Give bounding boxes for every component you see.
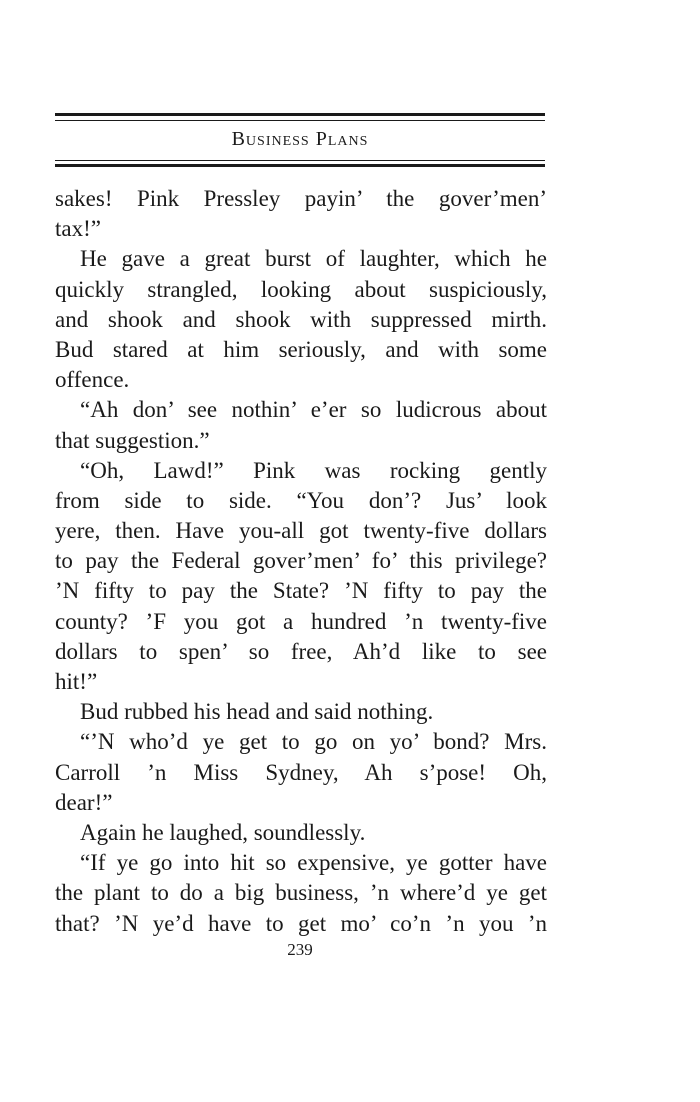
- text-line: to pay the Federal gover’men’ fo’ this privilege?: [55, 548, 547, 574]
- body-text: [55, 184, 547, 939]
- text-line: “If ye go into hit so expensive, ye gotter have: [80, 850, 547, 876]
- text-line: tax!”: [55, 216, 101, 242]
- text-line: dear!”: [55, 789, 113, 815]
- text-line: that? ’N ye’d have to get mo’ co’n ’n you ’n: [55, 910, 547, 936]
- header-rule-bottom-thick: [55, 164, 545, 167]
- text-line: hit!”: [55, 669, 98, 694]
- text-line: quickly strangled, looking about suspiciously,: [55, 276, 547, 302]
- header-rule-top-thin: [55, 120, 545, 121]
- text-line: “’N who’d ye get to go on yo’ bond? Mrs.: [80, 729, 547, 755]
- text-line: that suggestion.”: [55, 427, 210, 453]
- text-line: “Ah don’ see nothin’ e’er so ludicrous about: [80, 397, 547, 423]
- text-line: from side to side. “You don’? Jus’ look: [55, 487, 547, 513]
- text-line: yere, then. Have you-all got twenty-five dollars: [55, 518, 547, 544]
- text-line: He gave a great burst of laughter, which he: [80, 246, 547, 272]
- running-head-title: Business Plans: [231, 128, 369, 150]
- text-line: and shook and shook with suppressed mirth.: [55, 306, 547, 332]
- text-line: Again he laughed, soundlessly.: [80, 819, 366, 845]
- text-line: “Oh, Lawd!” Pink was rocking gently: [80, 457, 547, 483]
- text-line: county? ’F you got a hundred ’n twenty-five: [55, 608, 547, 634]
- header-rule-top-thick: [55, 113, 545, 116]
- text-line: ’N fifty to pay the State? ’N fifty to pay the: [55, 578, 547, 604]
- text-line: Bud stared at him seriously, and with some: [55, 336, 547, 362]
- text-line: offence.: [55, 367, 130, 393]
- page-number: 239: [287, 940, 313, 959]
- text-line: dollars to spen’ so free, Ah’d like to see: [55, 638, 547, 664]
- text-line: the plant to do a big business, ’n where’d ye get: [55, 880, 547, 906]
- text-line: Bud rubbed his head and said nothing.: [80, 699, 434, 725]
- text-line: sakes! Pink Pressley payin’ the gover’men’: [55, 186, 547, 211]
- text-line: Carroll ’n Miss Sydney, Ah s’pose! Oh,: [55, 759, 547, 785]
- header-rule-bottom-thin: [55, 160, 545, 161]
